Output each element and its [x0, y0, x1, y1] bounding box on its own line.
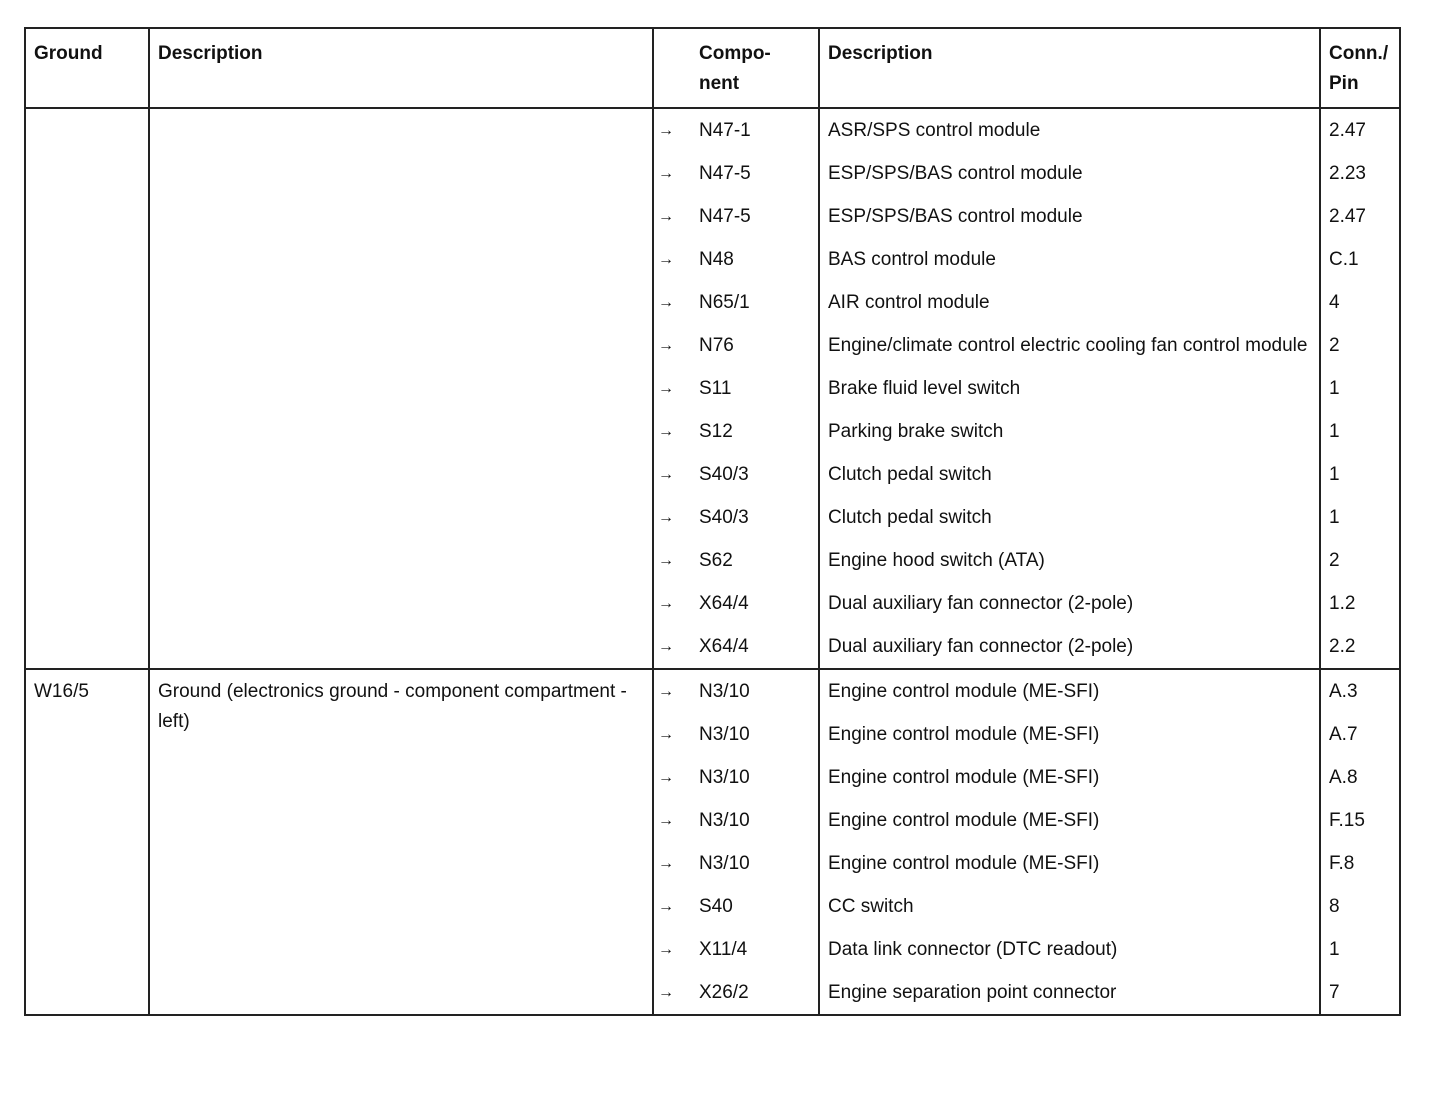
component-description-cell: Engine control module (ME-SFI) [819, 756, 1320, 799]
component-description-cell: Parking brake switch [819, 410, 1320, 453]
conn-pin-cell: 2 [1320, 324, 1400, 367]
component-code-cell: S11 [695, 367, 819, 410]
component-description-cell: Engine control module (ME-SFI) [819, 669, 1320, 713]
arrow-right-icon: → [658, 941, 674, 958]
component-code-cell: N3/10 [695, 842, 819, 885]
component-code-cell: S40 [695, 885, 819, 928]
arrow-right-icon: → [658, 337, 674, 354]
arrow-right-icon: → [658, 898, 674, 915]
conn-pin-cell: 2.47 [1320, 108, 1400, 152]
arrow-right-icon: → [653, 625, 695, 669]
arrow-right-icon: → [658, 769, 674, 786]
conn-pin-cell: 2.47 [1320, 195, 1400, 238]
arrow-right-icon: → [658, 466, 674, 483]
component-description-cell: Clutch pedal switch [819, 496, 1320, 539]
component-description-cell: ESP/SPS/BAS control module [819, 195, 1320, 238]
component-code-cell: S40/3 [695, 496, 819, 539]
conn-pin-cell: 8 [1320, 885, 1400, 928]
ground-point-table-sheet [24, 27, 1399, 1016]
conn-pin-cell: 7 [1320, 971, 1400, 1015]
component-description-cell: ASR/SPS control module [819, 108, 1320, 152]
conn-pin-cell: A.7 [1320, 713, 1400, 756]
component-code-cell: N3/10 [695, 669, 819, 713]
component-code-cell: S40/3 [695, 453, 819, 496]
conn-pin-cell: A.3 [1320, 669, 1400, 713]
component-code-cell: X64/4 [695, 582, 819, 625]
arrow-right-icon: → [658, 812, 674, 829]
arrow-right-icon: → [658, 683, 674, 700]
ground-description-cell: Ground (electronics ground - component compartment - left) [149, 669, 653, 1015]
header-component-line1: Compo- [699, 43, 771, 64]
table-body [25, 108, 1400, 1015]
header-ground-description: Description [149, 28, 653, 108]
conn-pin-cell: F.15 [1320, 799, 1400, 842]
arrow-right-icon: → [658, 509, 674, 526]
table-row [25, 108, 1400, 152]
arrow-right-icon: → [658, 423, 674, 440]
component-description-cell: AIR control module [819, 281, 1320, 324]
ground-point-table [24, 27, 1401, 1016]
component-code-cell: N48 [695, 238, 819, 281]
component-description-cell: Dual auxiliary fan connector (2-pole) [819, 625, 1320, 669]
arrow-right-icon: → [658, 726, 674, 743]
component-description-cell: Brake fluid level switch [819, 367, 1320, 410]
component-description-cell: Engine/climate control electric cooling fan control module [819, 324, 1320, 367]
component-description-cell: Engine control module (ME-SFI) [819, 713, 1320, 756]
component-description-cell: Clutch pedal switch [819, 453, 1320, 496]
header-pin-line1: Conn./ [1329, 43, 1389, 64]
component-description-cell: Engine control module (ME-SFI) [819, 799, 1320, 842]
conn-pin-cell: 2 [1320, 539, 1400, 582]
component-code-cell: S12 [695, 410, 819, 453]
arrow-right-icon: → [658, 208, 674, 225]
component-code-cell: S62 [695, 539, 819, 582]
component-description-cell: Engine hood switch (ATA) [819, 539, 1320, 582]
header-component [695, 28, 819, 108]
arrow-right-icon: → [658, 294, 674, 311]
component-code-cell: N47-1 [695, 108, 819, 152]
arrow-right-icon: → [658, 165, 674, 182]
component-description-cell: CC switch [819, 885, 1320, 928]
arrow-right-icon: → [658, 251, 674, 268]
component-description-cell: Data link connector (DTC readout) [819, 928, 1320, 971]
ground-id-cell [25, 108, 149, 669]
component-code-cell: N3/10 [695, 756, 819, 799]
arrow-right-icon: → [658, 552, 674, 569]
conn-pin-cell: 4 [1320, 281, 1400, 324]
component-code-cell: X11/4 [695, 928, 819, 971]
arrow-right-icon: → [658, 380, 674, 397]
ground-description-cell [149, 108, 653, 669]
arrow-right-icon: → [658, 595, 674, 612]
component-description-cell: BAS control module [819, 238, 1320, 281]
conn-pin-cell: 1.2 [1320, 582, 1400, 625]
component-description-cell: ESP/SPS/BAS control module [819, 152, 1320, 195]
ground-id-cell: W16/5 [25, 669, 149, 1015]
header-component-description: Description [819, 28, 1320, 108]
table-row [25, 669, 1400, 713]
component-code-cell: N47-5 [695, 195, 819, 238]
arrow-right-icon: → [653, 971, 695, 1015]
conn-pin-cell: A.8 [1320, 756, 1400, 799]
header-component-line2: nent [699, 73, 740, 94]
conn-pin-cell: F.8 [1320, 842, 1400, 885]
component-description-cell: Dual auxiliary fan connector (2-pole) [819, 582, 1320, 625]
component-code-cell: N3/10 [695, 799, 819, 842]
conn-pin-cell: 1 [1320, 496, 1400, 539]
conn-pin-cell: 1 [1320, 367, 1400, 410]
header-conn-pin [1320, 28, 1400, 108]
arrow-right-icon: → [658, 122, 674, 139]
component-code-cell: N76 [695, 324, 819, 367]
component-description-cell: Engine separation point connector [819, 971, 1320, 1015]
component-code-cell: N47-5 [695, 152, 819, 195]
arrow-right-icon: → [658, 855, 674, 872]
header-ground: Ground [25, 28, 149, 108]
component-code-cell: X26/2 [695, 971, 819, 1015]
component-code-cell: N65/1 [695, 281, 819, 324]
component-code-cell: X64/4 [695, 625, 819, 669]
conn-pin-cell: 1 [1320, 453, 1400, 496]
conn-pin-cell: 2.2 [1320, 625, 1400, 669]
conn-pin-cell: 1 [1320, 410, 1400, 453]
component-code-cell: N3/10 [695, 713, 819, 756]
header-pin-line2: Pin [1329, 73, 1359, 94]
conn-pin-cell: 2.23 [1320, 152, 1400, 195]
header-row [25, 28, 1400, 108]
conn-pin-cell: 1 [1320, 928, 1400, 971]
component-description-cell: Engine control module (ME-SFI) [819, 842, 1320, 885]
header-arrow-spacer [653, 28, 695, 108]
conn-pin-cell: C.1 [1320, 238, 1400, 281]
